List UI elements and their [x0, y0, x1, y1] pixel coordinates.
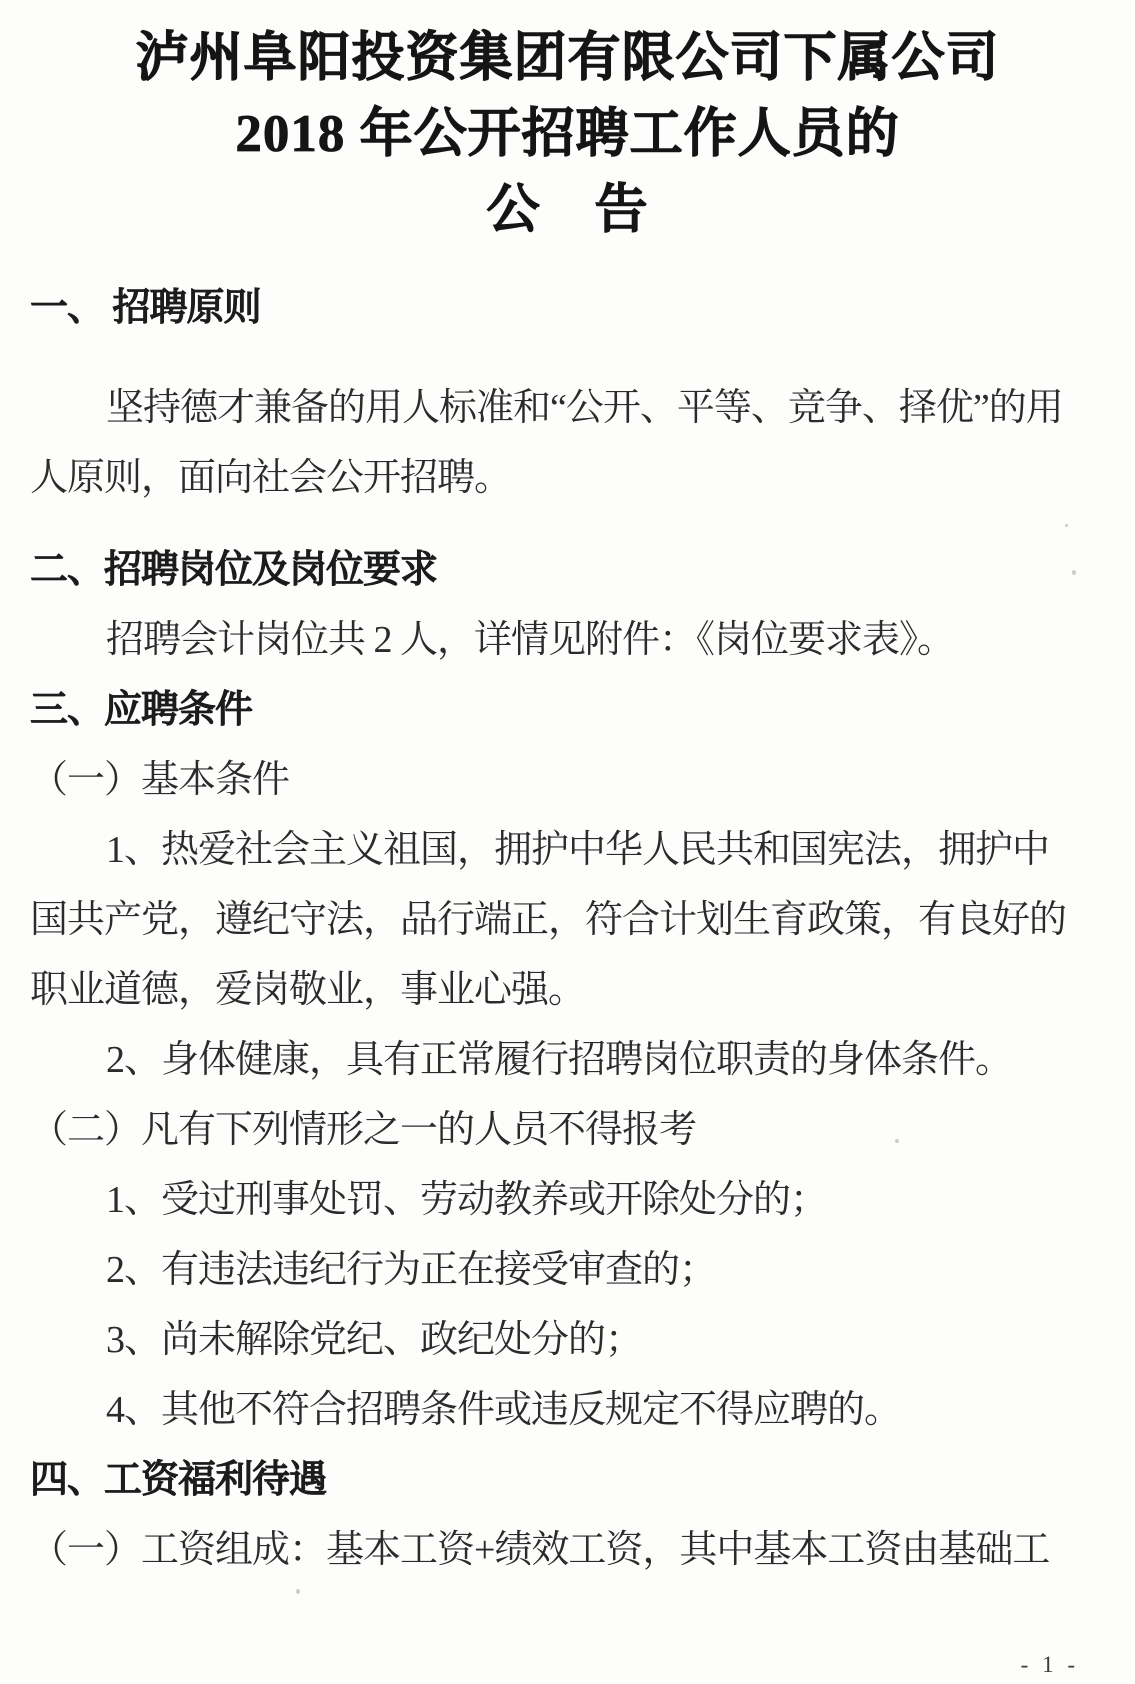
heading-section-3-conditions: 三、应聘条件 — [30, 689, 253, 731]
para-principles-line-2: 人原则，面向社会公开招聘。 — [30, 457, 512, 499]
para-salary-composition-line-1: （一）工资组成：基本工资+绩效工资，其中基本工资由基础工 — [30, 1529, 1050, 1571]
scan-speck — [895, 1139, 899, 1143]
scan-speck — [296, 1589, 300, 1594]
para-basic-item-1-line-3: 职业道德，爱岗敬业，事业心强。 — [30, 969, 586, 1011]
scan-speck — [1065, 524, 1068, 527]
para-positions-detail: 招聘会计岗位共 2 人，详情见附件：《岗位要求表》。 — [106, 619, 955, 661]
subheading-basic-conditions: （一）基本条件 — [30, 759, 290, 801]
title-line-2: 2018 年公开招聘工作人员的 — [235, 105, 900, 163]
para-basic-item-2: 2、身体健康，具有正常履行招聘岗位职责的身体条件。 — [106, 1039, 1013, 1081]
title-line-1: 泸州阜阳投资集团有限公司下属公司 — [135, 29, 1000, 87]
heading-section-2-positions: 二、招聘岗位及岗位要求 — [30, 549, 438, 591]
para-principles-line-1: 坚持德才兼备的用人标准和“公开、平等、竞争、择优”的用 — [106, 387, 1063, 429]
para-disqualification-item-1: 1、受过刑事处罚、劳动教养或开除处分的； — [106, 1179, 828, 1221]
document-title — [0, 20, 1135, 248]
para-disqualification-item-4: 4、其他不符合招聘条件或违反规定不得应聘的。 — [106, 1389, 902, 1431]
title-line-3: 公 告 — [486, 181, 649, 239]
para-disqualification-item-2: 2、有违法违纪行为正在接受审查的； — [106, 1249, 717, 1291]
para-disqualification-item-3: 3、尚未解除党纪、政纪处分的； — [106, 1319, 643, 1361]
heading-section-1-recruitment-principles: 一、 招聘原则 — [30, 287, 261, 329]
heading-section-4-salary-benefits: 四、工资福利待遇 — [30, 1459, 327, 1501]
subheading-disqualification-cases: （二）凡有下列情形之一的人员不得报考 — [30, 1109, 697, 1151]
document-body — [30, 273, 1115, 1585]
para-basic-item-1-line-2: 国共产党，遵纪守法，品行端正，符合计划生育政策，有良好的 — [30, 899, 1067, 941]
para-basic-item-1-line-1: 1、热爱社会主义祖国，拥护中华人民共和国宪法，拥护中 — [106, 829, 1050, 871]
scan-speck — [1072, 570, 1076, 575]
page-number: - 1 - — [1020, 1652, 1079, 1677]
